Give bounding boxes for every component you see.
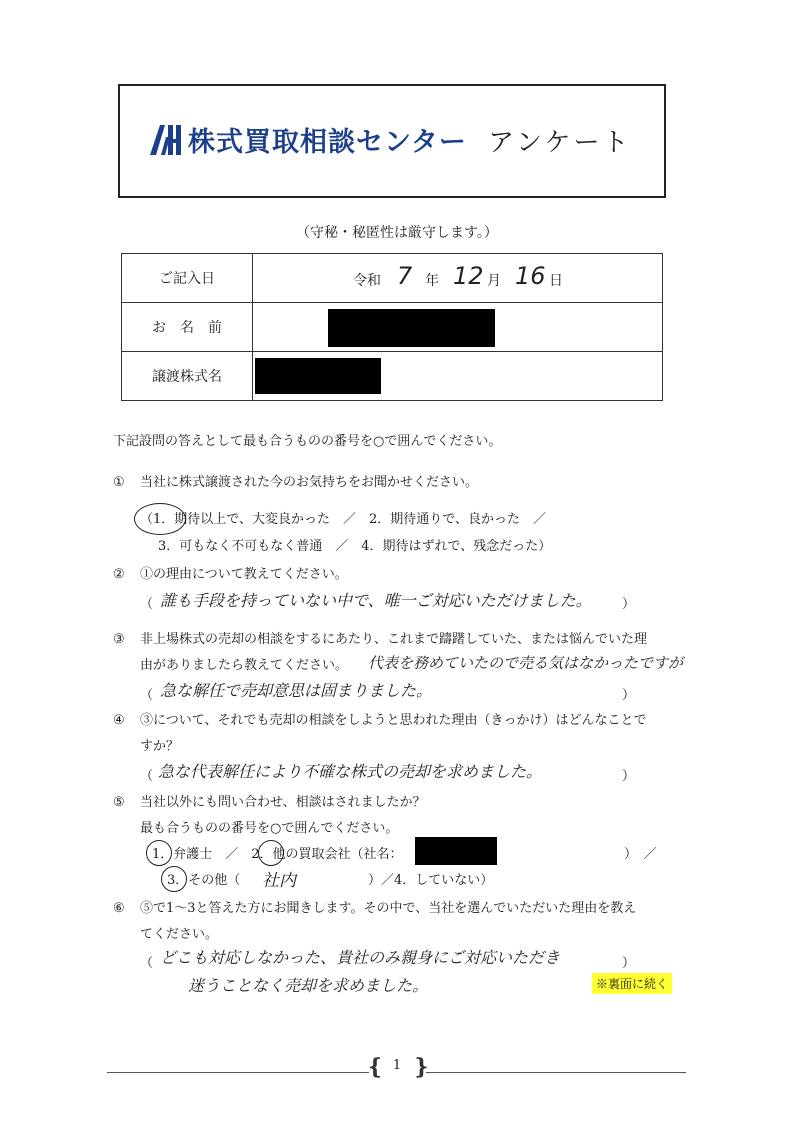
q2-number: ② [113,567,125,582]
year-value: 7 [397,262,413,290]
q3-answer-line1: 代表を務めていたので売る気はなかったですが [368,654,684,672]
q3-number: ③ [113,632,125,647]
q5-other-answer: 社内 [262,871,296,891]
q5-options-row1[interactable]: 1．弁護士 ／ 2．他の買取会社（社名： [152,847,403,862]
redacted-company-name [415,837,497,865]
logo-text: 株式買取相談センター [188,127,467,158]
continue-on-back-note: ※裏面に続く [592,973,672,994]
q6-close-paren: ） [622,956,636,971]
q6-line1: ⑤で1～3と答えた方にお聞きします。その中で、当社を選んでいただいた理由を教え [140,901,637,916]
date-label: ご記入日 [122,254,253,303]
date-row [122,254,663,303]
redacted-stock-name [255,358,381,394]
q6-answer-line1: どこも対応しなかった、貴社のみ親身にご対応いただき [160,948,561,967]
survey-title: アンケート [488,128,632,158]
month-unit: 月 [487,273,501,289]
name-label: お 名 前 [122,303,253,352]
date-field[interactable] [253,254,663,303]
footer-rule-right [426,1072,686,1073]
page-number: 1 [392,1058,402,1073]
q1-options-row2[interactable]: 3．可もなく不可もなく普通 ／ 4．期待はずれで、残念だった） [158,539,552,554]
instructions: 下記設問の答えとして最も合うものの番号を○で囲んでください。 [113,434,502,449]
right-brace-icon: ❵ [412,1055,431,1080]
q4-line2: すか？ [140,739,180,754]
q4-number: ④ [113,713,125,728]
q2-text: ①の理由について教えてください。 [140,567,348,582]
name-field[interactable] [253,303,663,352]
q2-close-paren: ） [622,597,636,612]
q3-answer-line2: 急な解任で売却意思は固まりました。 [160,681,433,700]
q5-options-row2-b[interactable]: ）／4．していない） [368,873,494,888]
q5-line1: 当社以外にも問い合わせ、相談はされましたか？ [140,795,426,810]
q3-open-paren: （ [140,688,154,703]
day-value: 16 [515,262,546,290]
q4-close-paren: ） [622,769,636,784]
confidentiality-note: （守秘・秘匿性は厳守します。） [296,225,498,241]
q4-open-paren: （ [140,769,154,784]
q1-number: ① [113,475,125,490]
q2-open-paren: （ [140,597,154,612]
q6-line2: てください。 [140,927,219,942]
stock-field[interactable] [253,352,663,401]
q5-number: ⑤ [113,795,125,810]
day-unit: 日 [549,273,563,289]
q5-options-row1-close: ） ／ [624,847,657,862]
q5-options-row2-a[interactable]: 3．その他（ [167,873,241,888]
info-table [121,253,663,401]
q6-answer-line2: 迷うことなく売却を求めました。 [188,976,429,995]
footer-rule-left [107,1072,369,1073]
q3-line1: 非上場株式の売却の相談をするにあたり、これまで躊躇していた、または悩んでいた理 [140,632,648,647]
stock-label: 譲渡株式名 [122,352,253,401]
name-row [122,303,663,352]
left-brace-icon: ❴ [366,1055,385,1080]
logo-mark-icon [148,123,182,157]
q6-number: ⑥ [113,901,125,916]
q5-line2: 最も合うものの番号を○で囲んでください。 [140,821,399,836]
month-value: 12 [453,262,484,290]
q4-line1: ③について、それでも売却の相談をしようと思われた理由（きっかけ）はどんなことで [140,713,647,728]
q3-line2: 由がありましたら教えてください。 [140,658,349,673]
era-label: 令和 [353,273,381,289]
q1-options-row1[interactable]: （1．期待以上で、大変良かった ／ 2．期待通りで、良かった ／ [140,512,547,527]
q3-close-paren: ） [622,688,636,703]
q2-answer: 誰も手段を持っていない中で、唯一ご対応いただけました。 [160,591,592,610]
q4-answer: 急な代表解任により不確な株式の売却を求めました。 [158,762,543,781]
q1-text: 当社に株式譲渡された今のお気持ちをお聞かせください。 [140,475,479,490]
year-unit: 年 [425,273,439,289]
stock-row [122,352,663,401]
company-logo [148,120,467,159]
redacted-name [328,309,495,347]
q6-open-paren: （ [140,956,154,971]
